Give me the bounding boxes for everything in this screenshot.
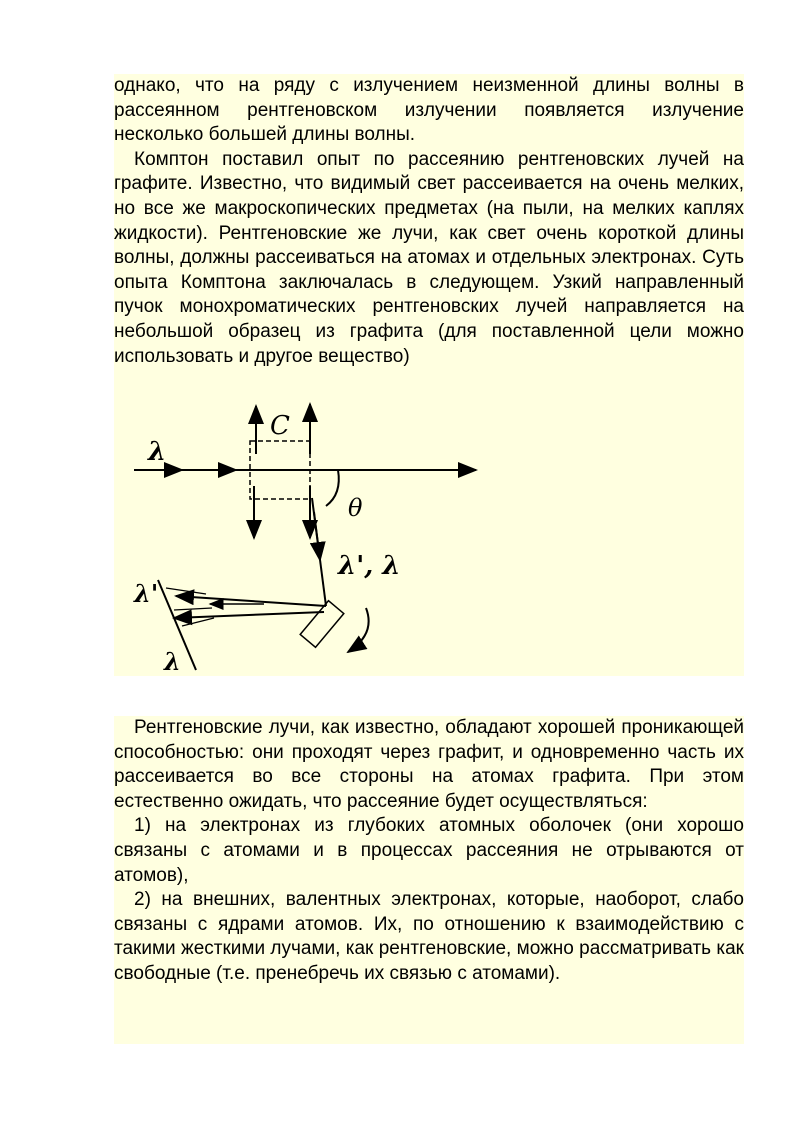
text-block-bottom — [114, 716, 744, 1044]
analyzer-crystal — [300, 601, 344, 648]
paragraph: Рентгеновские лучи, как известно, обладают хорошей проникающей способностью: они проходят через графит, и одновременно часть их рассеивается во все стороны на атомах графита. При этом естественно ожидать, что рассеяние будет осуществляться: — [114, 717, 744, 812]
label-lambda-prime: λ' — [134, 579, 159, 608]
reflected-beam-lower — [174, 612, 324, 618]
label-scattered: λ', λ — [338, 551, 401, 581]
label-lambda-bottom: λ — [164, 647, 181, 676]
text-block-top — [114, 74, 744, 404]
theta-arc — [326, 470, 339, 506]
detector-tick-1 — [166, 588, 206, 594]
detector-tick-3 — [182, 618, 214, 626]
label-lambda-in: λ — [148, 437, 167, 467]
detector-tick-2 — [174, 608, 212, 610]
paragraph: однако, что на ряду с излучением неизменной длины волны в рассеянном рентгеновском излучении появляется излучение несколько большей длины волны. — [114, 75, 744, 146]
rotation-arrow — [348, 608, 369, 652]
label-theta: θ — [348, 494, 363, 522]
label-sample: C — [270, 411, 290, 441]
scattered-arrow — [314, 512, 320, 560]
paragraph: 1) на электронах из глубоких атомных оболочек (они хорошо связаны с атомами и в процессах рассеяния не отрываются от атомов), — [114, 815, 744, 886]
paragraph: 2) на внешних, валентных электронах, которые, наоборот, слабо связаны с ядрами атомов. Их, по отношению к взаимодействию с такими жесткими лучами, как рентгеновские, можно рассматривать как свободные (т.е. пренебречь их связью с атомами). — [114, 889, 744, 984]
paragraph: Комптон поставил опыт по рассеянию рентгеновских лучей на графите. Известно, что видимый свет рассеивается на очень мелких, но все же макроскопических предметах (на пыли, на мелких каплях жидкости). Рентгеновские же лучи, как свет очень короткой длины волны, должны рассеиваться на атомах и отдельных электронах. Суть опыта Комптона заключалась в следующем. Узкий направленный пучок монохроматических рентгеновских лучей направляется на небольшой образец из графита (для поставленной цели можно использовать и другое вещество) — [114, 148, 744, 367]
compton-experiment-diagram — [114, 398, 744, 676]
